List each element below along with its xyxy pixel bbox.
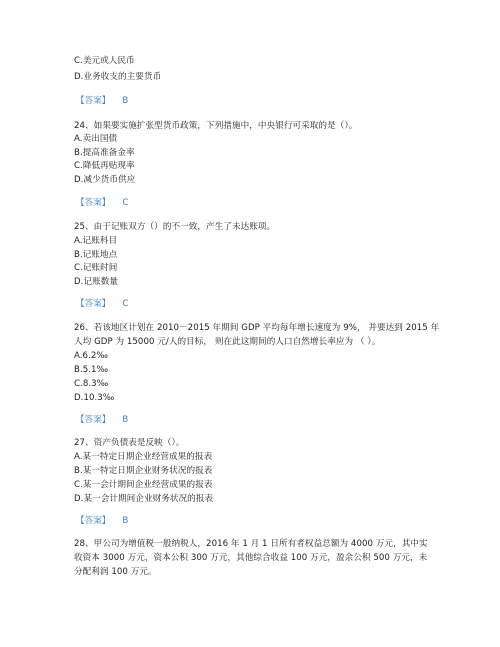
q23-option-d: D.业务收支的主要货币 <box>74 72 162 82</box>
answer-label: 【答案】 <box>76 96 111 106</box>
q26-option-d: D.10.3‰ <box>74 393 115 403</box>
answer-label: 【答案】 <box>76 198 111 208</box>
answer-value: B <box>122 96 129 106</box>
q24-option-d: D.减少货币供应 <box>74 175 136 185</box>
answer-value: B <box>122 516 129 526</box>
q27-option-c: C.某一会计期间企业经营成果的报表 <box>74 480 213 490</box>
q24-option-b: B.提高准备金率 <box>74 148 135 158</box>
q28-question-line-3: 分配利润 100 万元。 <box>74 567 157 577</box>
q25-question: 25、由于记账双方（）的不一致，产生了未达账项。 <box>74 222 276 232</box>
q23-option-c: C.美元或人民币 <box>74 56 135 66</box>
q27-question: 27、资产负债表是反映（）。 <box>74 438 185 448</box>
q26-answer <box>76 414 128 426</box>
q25-option-c: C.记账时间 <box>74 263 118 273</box>
q26-option-b: B.5.1‰ <box>74 365 109 375</box>
answer-label: 【答案】 <box>76 415 111 425</box>
q25-option-d: D.记账数量 <box>74 277 119 287</box>
q25-option-a: A.记账科目 <box>74 236 118 246</box>
q27-option-a: A.某一特定日期企业经营成果的报表 <box>74 452 213 462</box>
answer-label: 【答案】 <box>76 299 111 309</box>
q26-option-c: C.8.3‰ <box>74 379 109 389</box>
answer-value: C <box>122 198 129 208</box>
q27-option-d: D.某一会计期间企业财务状况的报表 <box>74 494 214 504</box>
q25-answer <box>76 298 128 310</box>
q27-answer <box>76 515 128 527</box>
q28-question-line-2: 收资本 3000 万元，资本公积 300 万元，其他综合收益 100 万元，盈余公积 500 万元，未 <box>74 553 428 563</box>
q26-question-line-2: 人均 GDP 为 15000 元/人的目标， 则在此这期间的人口自然增长率应为 （ ）。 <box>74 337 381 347</box>
q24-question: 24、如果要实施扩张型货币政策，下列措施中，中央银行可采取的是（）。 <box>74 121 358 131</box>
q25-option-b: B.记账地点 <box>74 250 118 260</box>
q26-option-a: A.6.2‰ <box>74 351 108 361</box>
q27-option-b: B.某一特定日期企业财务状况的报表 <box>74 466 213 476</box>
answer-value: C <box>122 299 129 309</box>
answer-label: 【答案】 <box>76 516 111 526</box>
q24-option-a: A.卖出国债 <box>74 134 118 144</box>
answer-value: B <box>122 415 129 425</box>
q28-question-line-1: 28、甲公司为增值税一般纳税人，2016 年 1 月 1 日所有者权益总额为 4000 万元，其中实 <box>74 539 428 549</box>
q24-option-c: C.降低再贴现率 <box>74 161 135 171</box>
q24-answer <box>76 197 128 209</box>
q26-question-line-1: 26、若该地区计划在 2010－2015 年期间 GDP 平均每年增长速度为 9%， 并要达到 2015 年 <box>74 323 440 333</box>
q23-answer <box>76 95 128 107</box>
